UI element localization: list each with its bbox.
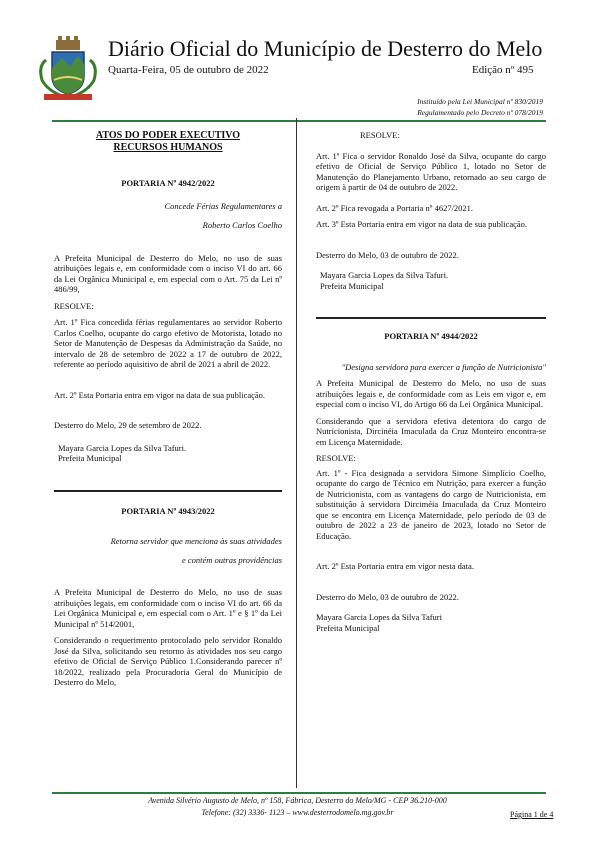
portaria-4942-art2: Art. 2º Esta Portaria entra em vigor na data de sua publicação.	[54, 389, 266, 400]
portaria-4944-title: PORTARIA Nº 4944/2022	[384, 331, 478, 341]
portaria-4943-date: Desterro do Melo, 03 de outubro de 2022.	[316, 249, 459, 260]
footer-address: Avenida Silvério Augusto de Melo, nº 158, Fábrica, Desterro do Melo/MG - CEP 36.210-000	[148, 796, 447, 805]
section-separator	[54, 490, 282, 492]
portaria-4942-subject: Concede Férias Regulamentares a	[164, 200, 282, 211]
left-column	[54, 130, 282, 688]
portaria-4942-subject-name: Roberto Carlos Coelho	[202, 220, 282, 230]
portaria-4943-art3: Art. 3º Esta Portaria entra em vigor na data de sua publicação.	[316, 219, 528, 229]
portaria-4942-intro: A Prefeita Municipal de Desterro do Melo, no uso de suas atribuições legais e, em conformidade com o inciso VI do art. 66 da Lei Orgânica Municipal e, em especial com o Art. 75 da Lei nº 486/99,	[54, 252, 282, 294]
issue-date: Quarta-Feira, 05 de outubro de 2022	[108, 64, 269, 76]
portaria-4943-subject-cont: e contém outras providências	[181, 554, 282, 565]
portaria-4942-role: Prefeita Municipal	[58, 453, 122, 463]
portaria-4943-consideration: Considerando o requerimento protocolado pelo servidor Ronaldo José da Silva, solicitando seu retorno às atividades nos seu cargo efetivo de Oficial de Serviço Público 1.Considerando parecer nº 18/2022, realizado pela Procuradoria Geral do Município de Desterro do Melo,	[54, 635, 282, 687]
regulation-line: Regulamentado pelo Decreto nº 078/2019	[417, 108, 543, 117]
institution-note	[417, 96, 543, 118]
section-separator	[316, 317, 546, 319]
portaria-4943-art2: Art. 2º Fica revogada a Portaria nº 4627/2021.	[316, 202, 474, 213]
portaria-4943-subject: Retorna servidor que menciona às suas atividades	[110, 536, 282, 546]
portaria-4944-subject: "Designa servidora para exercer a função de Nutricionista"	[341, 361, 546, 372]
right-column	[316, 130, 546, 633]
portaria-4944-art2: Art. 2º Esta Portaria entra em vigor nesta data.	[316, 561, 474, 571]
institution-line: Instituído pela Lei Municipal nº 830/2019	[417, 97, 543, 106]
section-subtitle: RECURSOS HUMANOS	[113, 142, 223, 153]
portaria-4944-resolve: RESOLVE:	[316, 453, 356, 463]
portaria-4943-role: Prefeita Municipal	[320, 280, 384, 291]
portaria-4942-title: PORTARIA Nº 4942/2022	[121, 178, 215, 188]
portaria-4943-intro: A Prefeita Municipal de Desterro do Melo, no uso de suas atribuições legais, em conformidade com o inciso VI do art. 66 da Lei Orgânica Municipal e, em especial com o Art. 1º e § 1º da Lei Municipal nº 514/2001,	[54, 587, 282, 629]
portaria-4943-signature: Mayara Garcia Lopes da Silva Tafuri.	[320, 270, 449, 280]
column-divider	[296, 118, 297, 788]
footer-rule	[52, 792, 546, 794]
page-number: Página 1 de 4	[510, 810, 554, 819]
portaria-4942-resolve: RESOLVE:	[54, 300, 94, 311]
portaria-4942-date: Desterro do Melo, 29 de setembro de 2022.	[54, 420, 202, 430]
portaria-4944-date: Desterro do Melo, 03 de outubro de 2022.	[316, 591, 459, 602]
portaria-4944-art1: Art. 1º - Fica designada a servidora Simone Simplício Coelho, ocupante do cargo de Técnico em Nutrição, para exercer a função de Nutricionista, com as vantagens do cargo de Nutricionista, em substituição à servidora Dirciméia Imaculada da Cruz Monteiro que se encontra em Licença Maternidade, pelo período de 03 de outubro de 2022 a 23 de janeiro de 2023, lotado no Setor de Educação.	[316, 467, 546, 541]
portaria-4942-signature: Mayara Garcia Lopes da Silva Tafuri.	[58, 442, 187, 453]
portaria-4943-resolve: RESOLVE:	[360, 130, 400, 140]
portaria-4943-title: PORTARIA Nº 4943/2022	[121, 505, 215, 516]
coat-of-arms-icon	[36, 36, 100, 102]
portaria-4944-intro: A Prefeita Municipal de Desterro do Melo, no uso de suas atribuições legais e, de conformidade com as Leis em vigor e, em especial com o inciso VI, do Artigo 66 da Lei Orgânica Municipal.	[316, 378, 546, 409]
portaria-4942-art1: Art. 1º Fica concedida férias regulamentares ao servidor Roberto Carlos Coelho, ocupante do cargo efetivo de Motorista, lotado no Setor de Manutenção de Despesas da Administração da Saúde, no intervalo de 28 de setembro de 2022 a 17 de outubro de 2022, referente ao período aquisitivo de abril de 2021 a abril de 2022.	[54, 317, 282, 369]
header-rule	[52, 120, 546, 122]
portaria-4943-art1: Art. 1º Fica o servidor Ronaldo José da Silva, ocupante do cargo efetivo de Oficial de Serviço Público 1, lotado no Setor de Manutenção do Planejamento Urbano, retornado ao seu cargo de origem à partir de 04 de outubro de 2022.	[316, 150, 546, 192]
portaria-4944-consideration: Considerando que a servidora efetiva detentora do cargo de Nutricionista, Dircinéia Imaculada da Cruz Monteiro encontra-se em Licença Maternidade.	[316, 415, 546, 447]
page-title: Diário Oficial do Município de Desterro do Melo	[108, 36, 543, 61]
footer-contact: Telefone: (32) 3336- 1123 – www.desterrodomelo.mg.gov.br	[201, 808, 394, 817]
portaria-4944-signature: Mayara Garcia Lopes da Silva Tafuri	[316, 612, 442, 622]
edition-number: Edição nº 495	[472, 64, 534, 76]
portaria-4944-role: Prefeita Municipal	[316, 622, 380, 633]
section-title: ATOS DO PODER EXECUTIVO	[95, 130, 241, 141]
